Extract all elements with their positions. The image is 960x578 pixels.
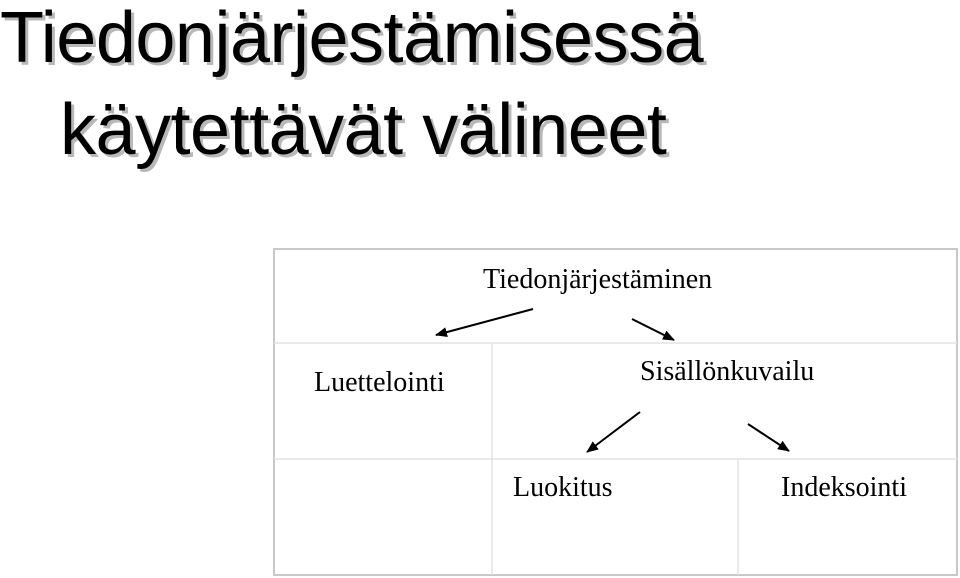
slide-title-line-2: käytettävät välineet: [60, 90, 667, 170]
node-luokitus: Luokitus: [513, 472, 613, 503]
slide-title-line-1: Tiedonjärjestämisessä: [0, 0, 704, 78]
node-sisallonkuvailu: Sisällönkuvailu: [640, 356, 815, 387]
node-indeksointi: Indeksointi: [781, 472, 907, 503]
arrow-sisallonkuvailu-to-luokitus: [587, 412, 640, 452]
node-luettelointi: Luettelointi: [314, 367, 445, 398]
arrow-root-to-luettelointi: [436, 309, 533, 335]
node-root: Tiedonjärjestäminen: [483, 264, 713, 295]
arrow-root-to-sisallonkuvailu: [632, 319, 674, 340]
arrow-sisallonkuvailu-to-indeksointi: [748, 424, 789, 451]
diagram-frame: [274, 249, 957, 575]
